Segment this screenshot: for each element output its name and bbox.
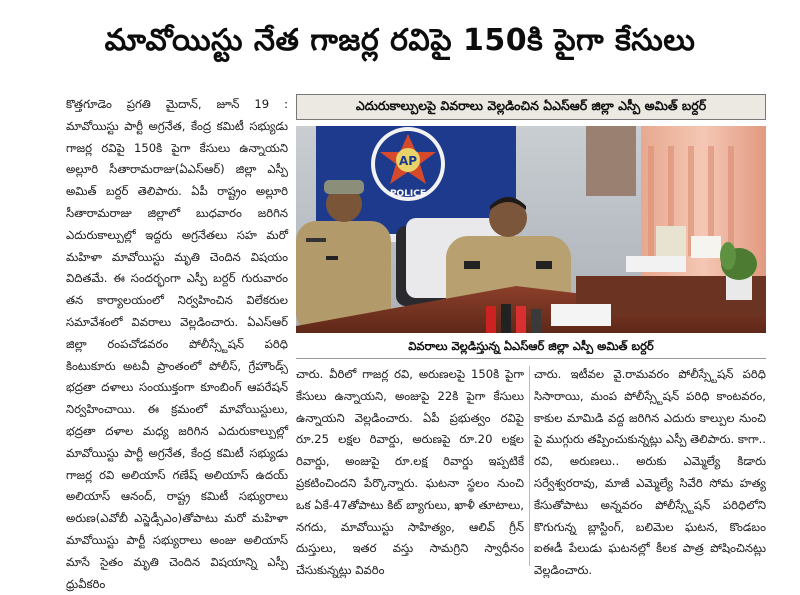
press-conference-photo <box>296 126 766 333</box>
photo-caption: వివరాలు వెల్లడిస్తున్న ఏఎస్ఆర్ జిల్లా ఎస్పీ అమిత్ బర్దర్ <box>296 337 766 359</box>
subheadline: ఎదురుకాల్పులపై వివరాలు వెల్లడించిన ఏఎస్ఆర్ జిల్లా ఎస్పీ అమిత్ బర్దర్ <box>296 94 766 120</box>
article-column-right <box>534 364 766 578</box>
column-divider <box>529 366 530 566</box>
police-label: POLICE <box>389 189 427 199</box>
article-column-left <box>66 94 288 591</box>
article-text-middle: చారు. వీరిలో గాజర్ల రవి, అరుణలపై 150కి పైగా కేసులు ఉన్నాయని, అంజుపై 22కి పైగా కేసులు ఉన్నాయని వెల్లడించారు. ఏపీ ప్రభుత్వం రవిపై రూ.25 లక్షల రివార్డు, అరుణపై రూ.20 లక్షల రివార్డు, అంజుపై రూ.లక్ష రివార్డు ఇప్పటికే ప్రకటించిందని పేర్కొన్నారు. ఘటనా స్థలం నుంచి ఒక ఏకే-47తోపాటు కిట్ బ్యాగులు, ఖాళీ తూటాలు, నగదు, మావోయిస్టు సాహిత్యం, ఆలివ్ గ్రీన్ దుస్తులు, ఇతర వస్తు సామగ్రిని స్వాధీనం చేసుకున్నట్లు వివరిం <box>296 367 524 578</box>
article-text-left: కొత్తగూడెం ప్రగతి మైదాన్, జూన్ 19 : మావోయిస్టు పార్టీ అగ్రనేత, కేంద్ర కమిటీ సభ్యుడు గాజర్ల రవిపై 150కి పైగా కేసులు ఉన్నాయని అల్లూరి సీతారామరాజు(ఏఎస్ఆర్) జిల్లా ఎస్పీ అమిత్ బర్దర్ తెలిపారు. ఏపీ రాష్ట్రం అల్లూరి సీతారామరాజు జిల్లాలో బుధవారం జరిగిన ఎదురుకాల్పుల్లో ఇద్దరు అగ్రనేతలు సహ మరో మహిళా మావోయిస్టు మృతి చెందిన విషయం విదితమే. ఈ సందర్భంగా ఎస్పీ బర్దర్ గురువారం తన కార్యాలయంలో నిర్వహించిన విలేకరుల సమావేశంలో వివరాలు వెల్లడించారు. ఏఎస్ఆర్ జిల్లా రంపచోడవరం పోలీస్స్టేషన్ పరిధి కింటుకూరు అటవీ ప్రాంతంలో పోలీస్, గ్రేహౌండ్స్ భద్రతా దళాలు సంయుక్తంగా కూంబింగ్ ఆపరేషన్ నిర్వహించాయి. ఈ క్రమంలో మావోయిస్టులు, భద్రతా దళాల మధ్య జరిగిన ఎదురుకాల్పుల్లో మావోయిస్టు పార్టీ అగ్రనేత, కేంద్ర కమిటీ సభ్యుడు గాజర్ల రవి అలియాస్ గణేష్ అలియాస్ ఉదయ్ అలియాస్ ఆనంద్, రాష్ట్ర కమిటీ సభ్యురాలు అరుణ(ఎవోబీ ఎస్జెడ్సీఎం)తోపాటు మరో మహిళా మావోయిస్టు పార్టీ సభ్యురాలు అంజు అలియాస్ మాసే సైతం మృతి చెందిన విషయాన్ని ఎస్పీ ధ్రువీకరిం <box>66 97 288 591</box>
article-text-right: చారు. ఇటీవల వై.రామవరం పోలీస్స్టేషన్ పరిధి సిసారాయి, మంప పోలీస్స్టేషన్ పరిధి కాంటవరం, కాకుల మామిడి వద్ద జరిగిన ఎదురు కాల్పుల నుంచి పై ముగ్గురు తప్పించుకున్నట్లు ఎస్పీ తెలిపారు. కాగా.. రవి, అరుణలు.. అరుకు ఎమ్మెల్యే కిడారు సర్వేశ్వరరావు, మాజీ ఎమ్మెల్యే సివేరి సోమ హత్య కేసుతోపాటు అన్నవరం పోలీస్స్టేషన్ పరిధిలోని కొగుగున్న బ్లాస్టింగ్, బలిమెల ఘటన, కొండబం ఐఈడీ పేలుడు ఘటనల్లో కీలక పాత్ర పోషించినట్లు వెల్లడించారు. <box>534 367 766 578</box>
headline: మావోయిస్టు నేత గాజర్ల రవిపై 150కి పైగా కేసులు <box>104 23 696 58</box>
article-column-middle <box>296 364 524 578</box>
emblem-text: AP <box>398 154 418 168</box>
